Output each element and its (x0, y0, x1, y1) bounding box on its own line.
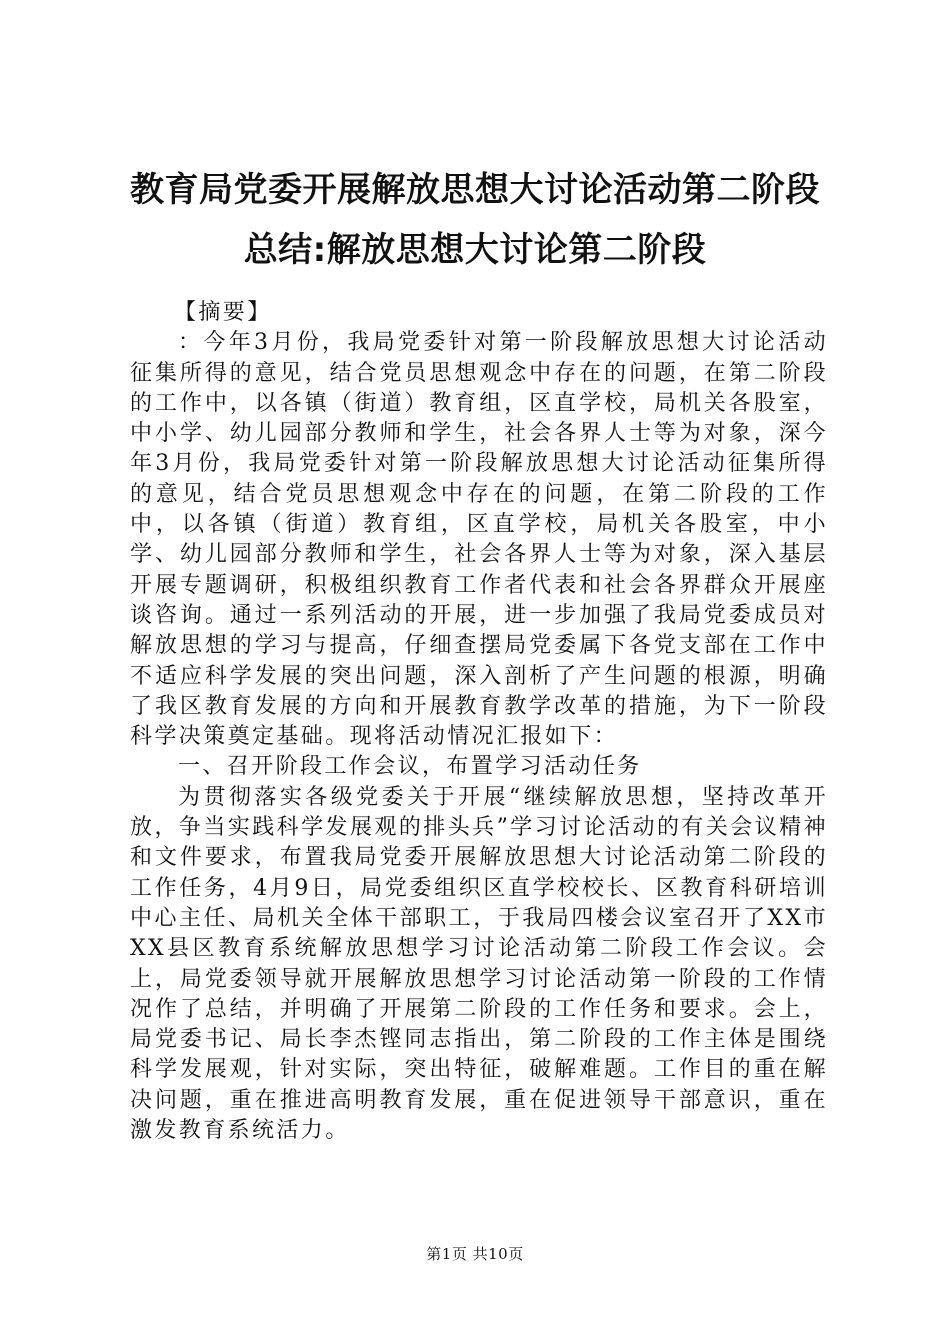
body-paragraph: 为贯彻落实各级党委关于开展“继续解放思想，坚持改革开放，争当实践科学发展观的排头兵”学习讨论活动的有关会议精神和文件要求，布置我局党委开展解放思想大讨论活动第二阶段的工作任务，4月9日，局党委组织区直学校校长、区教育科研培训中心主任、局机关全体干部职工，于我局四楼会议室召开了XX市XX县区教育系统解放思想学习讨论活动第二阶段工作会议。会上，局党委领导就开展解放思想学习讨论活动第一阶段的工作情况作了总结，并明确了开展第二阶段的工作任务和要求。会上，局党委书记、局长李杰铿同志指出，第二阶段的工作主体是围绕科学发展观，针对实际，突出特征，破解难题。工作目的重在解决问题，重在推进高明教育发展，重在促进领导干部意识，重在激发教育系统活力。 (130, 784, 828, 1144)
section-heading: 一、召开阶段工作会议，布置学习活动任务 (178, 754, 642, 780)
page-number-footer: 第1页 共10页 (426, 1245, 524, 1263)
abstract-paragraph: ：今年3月份，我局党委针对第一阶段解放思想大讨论活动征集所得的意见，结合党员思想观念中存在的问题，在第二阶段的工作中，以各镇（街道）教育组，区直学校，局机关各股室，中小学、幼儿园部分教师和学生，社会各界人士等为对象，深今年3月份，我局党委针对第一阶段解放思想大讨论活动征集所得的意见，结合党员思想观念中存在的问题，在第二阶段的工作中，以各镇（街道）教育组，区直学校，局机关各股室，中小学、幼儿园部分教师和学生，社会各界人士等为对象，深入基层开展专题调研，积极组织教育工作者代表和社会各界群众开展座谈咨询。通过一系列活动的开展，进一步加强了我局党委成员对解放思想的学习与提高，仔细查摆局党委属下各党支部在工作中不适应科学发展的突出问题，深入剖析了产生问题的根源，明确了我区教育发展的方向和开展教育教学改革的措施，为下一阶段科学决策奠定基础。现将活动情况汇报如下： (130, 330, 828, 750)
document-body (130, 298, 828, 1146)
document-title (100, 160, 850, 280)
title-line-1: 教育局党委开展解放思想大讨论活动第二阶段 (130, 170, 820, 210)
abstract-label: 【摘要】 (174, 300, 272, 325)
title-line-2: 总结:解放思想大讨论第二阶段 (243, 230, 707, 270)
